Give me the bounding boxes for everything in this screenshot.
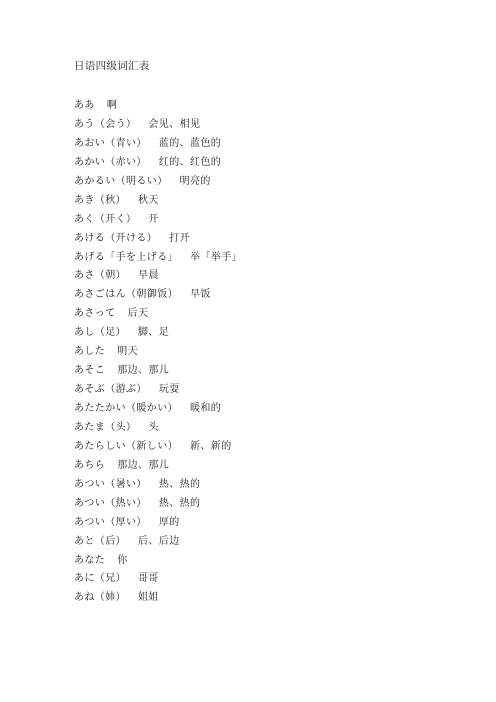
vocabulary-entry (74, 211, 242, 230)
vocabulary-entry (74, 154, 242, 173)
vocabulary-entry (74, 97, 242, 116)
vocabulary-entry (74, 173, 242, 192)
vocabulary-entry (74, 305, 242, 324)
entry-term: あなた (74, 554, 106, 566)
entry-term: あつい（暑い） (74, 478, 147, 490)
entry-gloss: 啊 (106, 100, 118, 111)
vocabulary-entry (74, 135, 242, 154)
entry-gloss: 早饭 (190, 289, 211, 301)
entry-term: あかい（赤い） (74, 156, 147, 168)
entry-gloss: 暖和的 (190, 403, 222, 414)
entry-gloss: 会见、相见 (148, 118, 201, 130)
entry-term: あく（开く） (74, 213, 137, 225)
vocabulary-entry (74, 343, 242, 362)
entry-term: あげる「手を上げる」 (74, 251, 178, 263)
vocabulary-entry (74, 457, 242, 476)
entry-gloss: 红的、红色的 (158, 156, 222, 168)
entry-gloss: 新、新的 (190, 440, 232, 452)
entry-term: あう（会う） (74, 118, 137, 130)
entry-gloss: 蓝的、蓝色的 (158, 137, 222, 149)
vocabulary-entry (74, 476, 242, 495)
entry-term: あした (74, 346, 106, 358)
entry-gloss: 厚的 (158, 516, 180, 528)
vocabulary-entry (74, 589, 242, 608)
entry-gloss: 明亮的 (179, 175, 211, 187)
vocabulary-entry (74, 286, 242, 305)
entry-gloss: 秋天 (138, 194, 159, 206)
entry-gloss: 玩耍 (158, 384, 180, 396)
vocabulary-entry (74, 362, 242, 381)
vocabulary-entry (74, 230, 242, 249)
vocabulary-entry (74, 552, 242, 571)
entry-term: ああ (74, 100, 95, 111)
entry-gloss: 热、热的 (158, 478, 201, 490)
entry-term: あたらしい（新しい） (74, 440, 178, 452)
entry-gloss: 你 (117, 554, 128, 566)
entry-gloss: 那边、那儿 (117, 459, 170, 471)
entry-gloss: 开 (148, 213, 159, 225)
vocabulary-entry (74, 400, 242, 419)
entry-term: あたま（头） (74, 421, 137, 433)
vocabulary-entry (74, 495, 242, 514)
entry-gloss: 早晨 (138, 270, 159, 282)
vocabulary-entry (74, 438, 242, 457)
entry-gloss: 后、后边 (138, 535, 180, 547)
vocabulary-entry (74, 533, 242, 552)
vocabulary-entry (74, 419, 242, 438)
entry-term: あちら (74, 459, 106, 471)
entry-term: あおい（青い） (74, 137, 147, 149)
entry-gloss: 后天 (127, 308, 149, 320)
vocabulary-entry (74, 381, 242, 400)
entry-term: あさごはん（朝御饭） (74, 289, 178, 301)
entry-term: あし（足） (74, 327, 126, 339)
entry-term: あける（开ける） (74, 232, 158, 244)
vocabulary-entry (74, 192, 242, 211)
vocabulary-entry (74, 116, 242, 135)
entry-gloss: 头 (148, 421, 159, 433)
entry-gloss: 姐姐 (138, 592, 159, 604)
entry-gloss: 热、热的 (158, 497, 201, 509)
vocabulary-entry (74, 267, 242, 286)
entry-term: あたたかい（暖かい） (74, 403, 178, 414)
entry-gloss: 打开 (169, 232, 191, 244)
entry-gloss: 那边、那儿 (117, 365, 170, 377)
vocabulary-entry (74, 570, 242, 589)
entry-term: あさって (74, 308, 116, 320)
entry-gloss: 明天 (117, 346, 139, 358)
entry-term: あつい（热い） (74, 497, 147, 509)
document-title: 日语四级词汇表 (74, 60, 150, 72)
entry-term: あき（秋） (74, 194, 126, 206)
entry-term: あそぶ（游ぶ） (74, 384, 147, 396)
vocabulary-list (74, 97, 242, 608)
entry-term: あかるい（明るい） (74, 175, 168, 187)
entry-term: あね（姉） (74, 592, 126, 604)
entry-term: あそこ (74, 365, 106, 377)
vocabulary-entry (74, 514, 242, 533)
entry-term: あさ（朝） (74, 270, 126, 282)
vocabulary-entry (74, 249, 242, 268)
entry-gloss: 举「举手」 (190, 251, 242, 263)
entry-term: あと（后） (74, 535, 126, 547)
vocabulary-entry (74, 324, 242, 343)
entry-gloss: 哥哥 (138, 573, 159, 585)
entry-term: あに（兄） (74, 573, 126, 585)
entry-term: あつい（厚い） (74, 516, 147, 528)
entry-gloss: 脚、足 (138, 327, 170, 339)
